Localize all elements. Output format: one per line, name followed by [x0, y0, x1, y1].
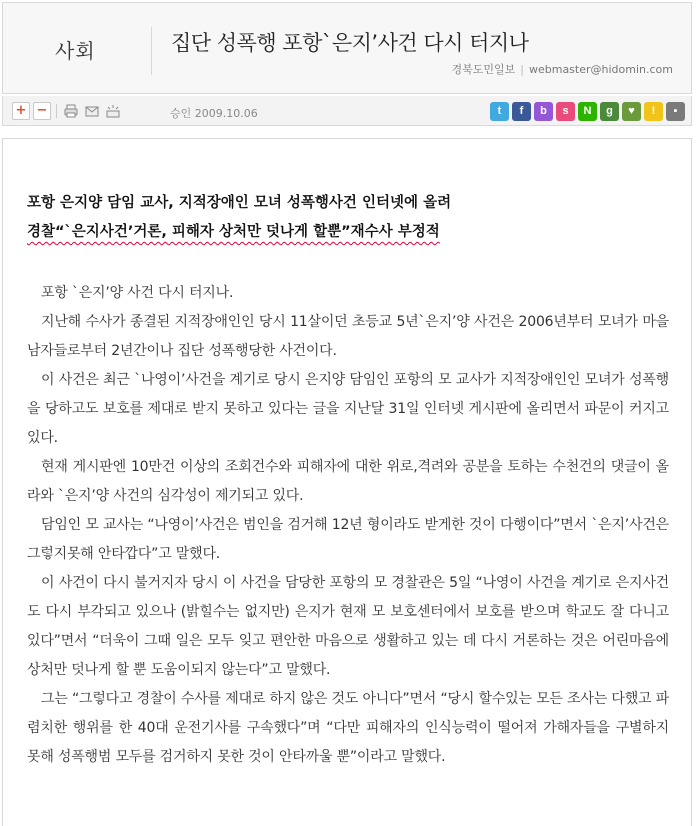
toolbar-divider — [56, 104, 57, 118]
article-subheading — [27, 189, 667, 247]
article-headline: 집단 성폭행 포항`은지’사건 다시 터지나 — [171, 31, 529, 55]
article-paragraph: 담임인 모 교사는 “나영이’사건은 범인을 검거해 12년 형이라도 받게한 것이 다행이다”면서 `은지’사건은 그렇지못해 안타깝다”고 말했다. — [27, 517, 669, 562]
article-paragraph: 그는 “그렇다고 경찰이 수사를 제대로 하지 않은 것도 아니다”면서 “당시 할수있는 모든 조사는 다했고 파렴치한 행위를 한 40대 운전기사를 구속했다”며 “다만 피해자의 인식능력이 떨어져 가해자들을 구별하지 못해 성폭행범 모두를 검거하지 못한 것이 안타까울 뿐”이라고 말했다. — [27, 691, 669, 765]
article-body — [27, 279, 669, 772]
article-paragraph: 지난해 수사가 종결된 지적장애인인 당시 11살이던 초등교 5년`은지’양 사건은 2006년부터 모녀가 마을 남자들로부터 2년간이나 집단 성폭행당한 사건이다. — [27, 314, 669, 359]
publish-date: 승인 2009.10.06 — [170, 107, 258, 120]
subheading-line-1: 포항 은지양 담임 교사, 지적장애인 모녀 성폭행사건 인터넷에 올려 — [27, 195, 452, 211]
article-paragraph: 현재 게시판엔 10만건 이상의 조회건수와 피해자에 대한 위로,격려와 공분을 토하는 수천건의 댓글이 올라와 `은지’양 사건의 심각성이 제기되고 있다. — [27, 459, 669, 504]
email-icon[interactable] — [84, 103, 100, 119]
naver-icon[interactable]: N — [578, 102, 597, 121]
article-toolbar — [2, 96, 692, 126]
google-icon[interactable]: g — [600, 102, 619, 121]
print-icon[interactable] — [63, 103, 79, 119]
source-email-link[interactable]: webmaster@hidomin.com — [528, 63, 673, 76]
article-header — [2, 2, 692, 94]
article-paragraph: 포항 `은지’양 사건 다시 터지나. — [41, 285, 234, 301]
more-icon[interactable]: ▪ — [666, 102, 685, 121]
section-title: 사회 — [55, 39, 96, 63]
bookmark-icon[interactable]: ♥ — [622, 102, 641, 121]
article-paragraph: 이 사건이 다시 불거지자 당시 이 사건을 담당한 포항의 모 경찰관은 5일 “나영이 사건을 계기로 은지사건도 다시 부각되고 있으나 (밝힐수는 없지만) 은지가 현재 모 보호센터에서 보호를 받으며 학교도 잘 다니고 있다”면서 “더욱이 그때 일은 모두 잊고 편안한 마음으로 생활하고 있는 데 다시 거론하는 것은 어린마음에 상처만 덧나게 할 뿐 도움이되지 않는다”고 말했다. — [27, 575, 669, 678]
article-source — [452, 61, 674, 77]
scrap-icon[interactable] — [105, 103, 121, 119]
story-icon[interactable]: s — [556, 102, 575, 121]
twitter-icon[interactable]: t — [490, 102, 509, 121]
header-divider — [151, 27, 152, 75]
article-content — [2, 138, 692, 826]
facebook-icon[interactable]: f — [512, 102, 531, 121]
source-separator: | — [520, 63, 524, 76]
kakao-icon[interactable]: ! — [644, 102, 663, 121]
source-paper: 경북도민일보 — [451, 63, 516, 76]
font-decrease-button[interactable]: − — [33, 102, 51, 120]
font-increase-button[interactable]: + — [12, 102, 30, 120]
band-icon[interactable]: b — [534, 102, 553, 121]
article-paragraph: 이 사건은 최근 `나영이’사건을 계기로 당시 은지양 담임인 포항의 모 교사가 지적장애인인 모녀가 성폭행을 당하고도 보호를 제대로 받지 못하고 있다는 글을 지난달 31일 인터넷 게시판에 올리면서 파문이 커지고 있다. — [27, 372, 669, 446]
subheading-line-2: 경찰“`은지사건’거론, 피해자 상처만 덧나게 할뿐”재수사 부정적 — [27, 224, 440, 240]
share-buttons — [487, 102, 685, 122]
